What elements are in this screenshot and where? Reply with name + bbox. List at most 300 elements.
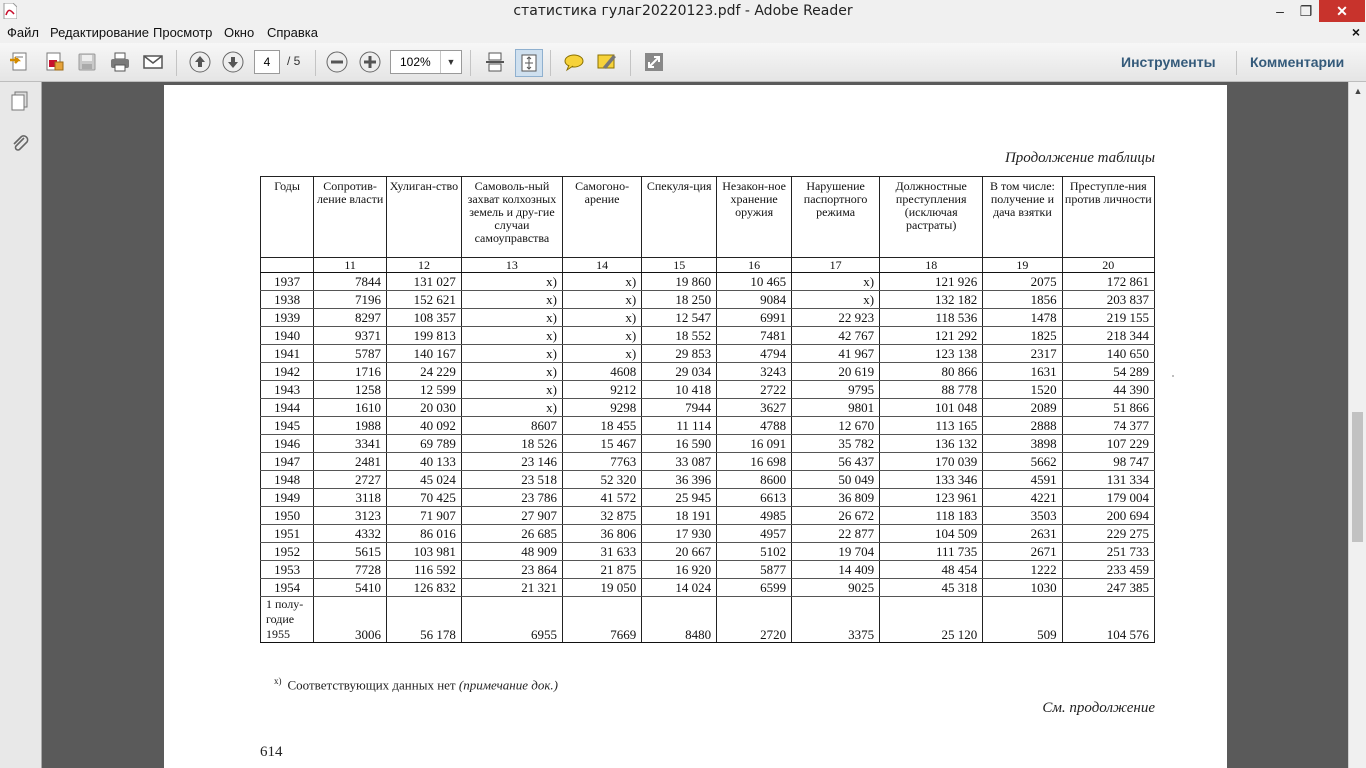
value-cell: 1222 xyxy=(983,561,1062,579)
value-cell: 107 229 xyxy=(1062,435,1154,453)
value-cell: 4332 xyxy=(314,525,387,543)
value-cell: 56 437 xyxy=(792,453,880,471)
table-row xyxy=(261,453,1155,471)
table-row xyxy=(261,507,1155,525)
value-cell: 4957 xyxy=(717,525,792,543)
table-row xyxy=(261,309,1155,327)
window-title: статистика гулаг20220123.pdf - Adobe Reader xyxy=(513,3,853,19)
year-cell: 1938 xyxy=(261,291,314,309)
header-moonshine: Самогоно-арение xyxy=(562,177,641,258)
menu-window[interactable]: Окно xyxy=(224,25,255,40)
value-cell: 251 733 xyxy=(1062,543,1154,561)
value-cell: 70 425 xyxy=(386,489,461,507)
chevron-down-icon[interactable]: ▼ xyxy=(440,51,461,73)
value-cell: 104 576 xyxy=(1062,597,1154,643)
value-cell: 45 318 xyxy=(880,579,983,597)
value-cell: 3627 xyxy=(717,399,792,417)
value-cell: 18 552 xyxy=(642,327,717,345)
header-speculation: Спекуля-ция xyxy=(642,177,717,258)
continuation-label: Продолжение таблицы xyxy=(1004,150,1155,166)
value-cell: х) xyxy=(461,309,562,327)
value-cell: 32 875 xyxy=(562,507,641,525)
minimize-button[interactable]: ‒ xyxy=(1276,3,1284,19)
value-cell: 126 832 xyxy=(386,579,461,597)
value-cell: 12 599 xyxy=(386,381,461,399)
value-cell: 41 572 xyxy=(562,489,641,507)
value-cell: 88 778 xyxy=(880,381,983,399)
value-cell: 4788 xyxy=(717,417,792,435)
value-cell: 4591 xyxy=(983,471,1062,489)
table-row xyxy=(261,597,1155,643)
value-cell: 152 621 xyxy=(386,291,461,309)
year-cell: 1952 xyxy=(261,543,314,561)
value-cell: 40 133 xyxy=(386,453,461,471)
value-cell: 11 114 xyxy=(642,417,717,435)
value-cell: 9371 xyxy=(314,327,387,345)
navigation-panel xyxy=(0,82,42,768)
zoom-out-icon[interactable] xyxy=(324,49,350,75)
table-row xyxy=(261,579,1155,597)
value-cell: 233 459 xyxy=(1062,561,1154,579)
toolbar-separator xyxy=(176,50,177,76)
header-bribery: В том числе: получение и дача взятки xyxy=(983,177,1062,258)
header-illegal-weapons: Незакон-ное хранение оружия xyxy=(717,177,792,258)
year-cell: 1941 xyxy=(261,345,314,363)
value-cell: 18 455 xyxy=(562,417,641,435)
value-cell: 41 967 xyxy=(792,345,880,363)
value-cell: х) xyxy=(461,363,562,381)
value-cell: 16 920 xyxy=(642,561,717,579)
statistics-table xyxy=(260,176,1155,643)
value-cell: 50 049 xyxy=(792,471,880,489)
value-cell: 6599 xyxy=(717,579,792,597)
value-cell: 1825 xyxy=(983,327,1062,345)
vertical-scrollbar[interactable] xyxy=(1348,82,1366,768)
toolbar-separator xyxy=(470,50,471,76)
page-number-input[interactable]: 4 xyxy=(254,50,280,74)
value-cell: 140 650 xyxy=(1062,345,1154,363)
year-cell: 1942 xyxy=(261,363,314,381)
scroll-up-icon[interactable]: ▲ xyxy=(1353,85,1363,96)
full-screen-icon[interactable] xyxy=(641,49,667,75)
table-row xyxy=(261,489,1155,507)
value-cell: 118 536 xyxy=(880,309,983,327)
value-cell: 103 981 xyxy=(386,543,461,561)
value-cell: 1520 xyxy=(983,381,1062,399)
value-cell: 3375 xyxy=(792,597,880,643)
value-cell: 9025 xyxy=(792,579,880,597)
scrollbar-thumb[interactable] xyxy=(1352,412,1363,542)
value-cell: 18 250 xyxy=(642,291,717,309)
value-cell: 172 861 xyxy=(1062,273,1154,291)
column-number: 17 xyxy=(792,258,880,273)
create-pdf-icon[interactable] xyxy=(7,49,33,75)
value-cell: 69 789 xyxy=(386,435,461,453)
value-cell: 40 092 xyxy=(386,417,461,435)
year-cell: 1954 xyxy=(261,579,314,597)
year-cell: 1947 xyxy=(261,453,314,471)
email-icon[interactable] xyxy=(140,49,166,75)
table-row xyxy=(261,399,1155,417)
value-cell: х) xyxy=(461,273,562,291)
header-land-seizure: Самоволь-ный захват колхозных земель и дру-гие случаи самоуправства xyxy=(461,177,562,258)
value-cell: 10 465 xyxy=(717,273,792,291)
value-cell: 8607 xyxy=(461,417,562,435)
value-cell: 229 275 xyxy=(1062,525,1154,543)
value-cell: 51 866 xyxy=(1062,399,1154,417)
value-cell: 2720 xyxy=(717,597,792,643)
value-cell: 18 526 xyxy=(461,435,562,453)
value-cell: х) xyxy=(562,327,641,345)
value-cell: 1716 xyxy=(314,363,387,381)
pdf-page xyxy=(164,85,1227,768)
value-cell: 16 590 xyxy=(642,435,717,453)
value-cell: 52 320 xyxy=(562,471,641,489)
header-hooliganism: Хулиган-ство xyxy=(386,177,461,258)
year-cell: 1949 xyxy=(261,489,314,507)
header-resistance: Сопротив-ление власти xyxy=(314,177,387,258)
value-cell: 12 547 xyxy=(642,309,717,327)
value-cell: 5102 xyxy=(717,543,792,561)
save-icon[interactable] xyxy=(74,49,100,75)
year-cell: 1939 xyxy=(261,309,314,327)
table-row xyxy=(261,327,1155,345)
value-cell: х) xyxy=(461,291,562,309)
value-cell: 5662 xyxy=(983,453,1062,471)
value-cell: 7763 xyxy=(562,453,641,471)
value-cell: 7728 xyxy=(314,561,387,579)
year-cell: 1943 xyxy=(261,381,314,399)
restore-button[interactable]: ❐ xyxy=(1299,2,1313,19)
value-cell: 2727 xyxy=(314,471,387,489)
value-cell: 80 866 xyxy=(880,363,983,381)
page-count: / 5 xyxy=(287,54,301,68)
year-cell: 1953 xyxy=(261,561,314,579)
year-cell: 1946 xyxy=(261,435,314,453)
scroll-mode-icon[interactable] xyxy=(482,49,508,75)
comments-pane-button[interactable]: Комментарии xyxy=(1250,54,1345,70)
value-cell: 6613 xyxy=(717,489,792,507)
value-cell: 26 685 xyxy=(461,525,562,543)
column-numbers-row xyxy=(261,258,1155,273)
column-number: 15 xyxy=(642,258,717,273)
value-cell: 1631 xyxy=(983,363,1062,381)
value-cell: 9298 xyxy=(562,399,641,417)
value-cell: 3118 xyxy=(314,489,387,507)
value-cell: 15 467 xyxy=(562,435,641,453)
value-cell: 133 346 xyxy=(880,471,983,489)
close-document-button[interactable]: × xyxy=(1351,24,1360,40)
column-number: 11 xyxy=(314,258,387,273)
value-cell: 179 004 xyxy=(1062,489,1154,507)
value-cell: 203 837 xyxy=(1062,291,1154,309)
value-cell: 29 853 xyxy=(642,345,717,363)
value-cell: 23 864 xyxy=(461,561,562,579)
value-cell: 3341 xyxy=(314,435,387,453)
menu-help[interactable]: Справка xyxy=(267,25,318,40)
value-cell: 25 120 xyxy=(880,597,983,643)
value-cell: 25 945 xyxy=(642,489,717,507)
value-cell: 16 091 xyxy=(717,435,792,453)
value-cell: 4221 xyxy=(983,489,1062,507)
value-cell: 42 767 xyxy=(792,327,880,345)
value-cell: 104 509 xyxy=(880,525,983,543)
header-years: Годы xyxy=(261,177,314,258)
value-cell: 3243 xyxy=(717,363,792,381)
value-cell: 36 806 xyxy=(562,525,641,543)
year-cell: 1950 xyxy=(261,507,314,525)
value-cell: 2671 xyxy=(983,543,1062,561)
value-cell: 3898 xyxy=(983,435,1062,453)
column-number xyxy=(261,258,314,273)
value-cell: 4794 xyxy=(717,345,792,363)
value-cell: 21 875 xyxy=(562,561,641,579)
header-crimes-against-person: Преступле-ния против личности xyxy=(1062,177,1154,258)
value-cell: 48 909 xyxy=(461,543,562,561)
value-cell: 1610 xyxy=(314,399,387,417)
value-cell: 44 390 xyxy=(1062,381,1154,399)
value-cell: 21 321 xyxy=(461,579,562,597)
value-cell: 9084 xyxy=(717,291,792,309)
value-cell: 22 877 xyxy=(792,525,880,543)
value-cell: 136 132 xyxy=(880,435,983,453)
value-cell: х) xyxy=(562,291,641,309)
value-cell: 26 672 xyxy=(792,507,880,525)
value-cell: 123 138 xyxy=(880,345,983,363)
table-row xyxy=(261,381,1155,399)
year-cell: 1945 xyxy=(261,417,314,435)
page-down-icon[interactable] xyxy=(220,49,246,75)
value-cell: 23 146 xyxy=(461,453,562,471)
value-cell: 5877 xyxy=(717,561,792,579)
value-cell: 101 048 xyxy=(880,399,983,417)
value-cell: 19 860 xyxy=(642,273,717,291)
value-cell: х) xyxy=(461,399,562,417)
print-icon[interactable] xyxy=(107,49,133,75)
value-cell: 5787 xyxy=(314,345,387,363)
value-cell: 116 592 xyxy=(386,561,461,579)
table-row xyxy=(261,525,1155,543)
value-cell: х) xyxy=(461,327,562,345)
value-cell: 1856 xyxy=(983,291,1062,309)
value-cell: 23 786 xyxy=(461,489,562,507)
toolbar-separator xyxy=(630,50,631,76)
comment-icon[interactable] xyxy=(561,49,587,75)
footnote xyxy=(274,676,558,693)
value-cell: 140 167 xyxy=(386,345,461,363)
value-cell: 20 667 xyxy=(642,543,717,561)
value-cell: 121 926 xyxy=(880,273,983,291)
value-cell: 35 782 xyxy=(792,435,880,453)
value-cell: 74 377 xyxy=(1062,417,1154,435)
value-cell: 170 039 xyxy=(880,453,983,471)
value-cell: х) xyxy=(792,273,880,291)
page-up-icon[interactable] xyxy=(187,49,213,75)
value-cell: 56 178 xyxy=(386,597,461,643)
attachments-icon[interactable] xyxy=(9,132,31,154)
year-cell: 1940 xyxy=(261,327,314,345)
toolbar-separator xyxy=(1236,51,1237,75)
value-cell: х) xyxy=(562,345,641,363)
value-cell: 16 698 xyxy=(717,453,792,471)
value-cell: х) xyxy=(461,345,562,363)
value-cell: 200 694 xyxy=(1062,507,1154,525)
year-cell: 1948 xyxy=(261,471,314,489)
value-cell: 7669 xyxy=(562,597,641,643)
column-number: 13 xyxy=(461,258,562,273)
table-row xyxy=(261,363,1155,381)
value-cell: 31 633 xyxy=(562,543,641,561)
value-cell: 7844 xyxy=(314,273,387,291)
value-cell: 1030 xyxy=(983,579,1062,597)
value-cell: 131 334 xyxy=(1062,471,1154,489)
see-continuation-label: См. продолжение xyxy=(1042,700,1155,716)
table-row xyxy=(261,435,1155,453)
pages-icon[interactable] xyxy=(9,90,31,112)
header-official-crimes: Должностные преступления (исключая растраты) xyxy=(880,177,983,258)
value-cell: 23 518 xyxy=(461,471,562,489)
value-cell: 36 396 xyxy=(642,471,717,489)
value-cell: 219 155 xyxy=(1062,309,1154,327)
value-cell: 5410 xyxy=(314,579,387,597)
value-cell: 8480 xyxy=(642,597,717,643)
value-cell: х) xyxy=(461,381,562,399)
value-cell: 48 454 xyxy=(880,561,983,579)
value-cell: 3006 xyxy=(314,597,387,643)
toolbar-separator xyxy=(315,50,316,76)
value-cell: 118 183 xyxy=(880,507,983,525)
zoom-select[interactable] xyxy=(390,50,462,74)
year-cell: 1951 xyxy=(261,525,314,543)
value-cell: 24 229 xyxy=(386,363,461,381)
fit-page-icon[interactable] xyxy=(515,49,543,77)
value-cell: 20 030 xyxy=(386,399,461,417)
value-cell: 1478 xyxy=(983,309,1062,327)
column-number: 12 xyxy=(386,258,461,273)
value-cell: 3123 xyxy=(314,507,387,525)
toolbar xyxy=(0,43,1366,82)
value-cell: 10 418 xyxy=(642,381,717,399)
value-cell: 54 289 xyxy=(1062,363,1154,381)
table-row xyxy=(261,561,1155,579)
menu-view[interactable]: Просмотр xyxy=(153,25,213,40)
value-cell: 2631 xyxy=(983,525,1062,543)
value-cell: 9795 xyxy=(792,381,880,399)
value-cell: 121 292 xyxy=(880,327,983,345)
table-row xyxy=(261,417,1155,435)
value-cell: 33 087 xyxy=(642,453,717,471)
value-cell: 12 670 xyxy=(792,417,880,435)
footnote-text: Соответствующих данных нет xyxy=(287,677,456,693)
column-number: 20 xyxy=(1062,258,1154,273)
value-cell: 6955 xyxy=(461,597,562,643)
value-cell: 19 050 xyxy=(562,579,641,597)
value-cell: 22 923 xyxy=(792,309,880,327)
value-cell: х) xyxy=(792,291,880,309)
value-cell: 20 619 xyxy=(792,363,880,381)
value-cell: 8297 xyxy=(314,309,387,327)
value-cell: 98 747 xyxy=(1062,453,1154,471)
value-cell: 199 813 xyxy=(386,327,461,345)
value-cell: 7196 xyxy=(314,291,387,309)
value-cell: 218 344 xyxy=(1062,327,1154,345)
value-cell: х) xyxy=(562,309,641,327)
title-bar xyxy=(0,0,1366,23)
footnote-note: (примечание док.) xyxy=(458,677,559,693)
value-cell: 2888 xyxy=(983,417,1062,435)
combine-icon[interactable] xyxy=(41,49,67,75)
value-cell: 45 024 xyxy=(386,471,461,489)
tools-pane-button[interactable]: Инструменты xyxy=(1121,54,1216,70)
value-cell: 86 016 xyxy=(386,525,461,543)
value-cell: 2075 xyxy=(983,273,1062,291)
year-cell: 1937 xyxy=(261,273,314,291)
value-cell: 509 xyxy=(983,597,1062,643)
footnote-mark: х) xyxy=(274,676,282,686)
page-number: 614 xyxy=(260,744,283,760)
value-cell: 9801 xyxy=(792,399,880,417)
value-cell: 17 930 xyxy=(642,525,717,543)
value-cell: х) xyxy=(562,273,641,291)
value-cell: 4985 xyxy=(717,507,792,525)
menu-bar xyxy=(0,22,1366,43)
value-cell: 131 027 xyxy=(386,273,461,291)
value-cell: 2722 xyxy=(717,381,792,399)
toolbar-separator xyxy=(550,50,551,76)
column-number: 18 xyxy=(880,258,983,273)
value-cell: 132 182 xyxy=(880,291,983,309)
value-cell: 18 191 xyxy=(642,507,717,525)
value-cell: 7481 xyxy=(717,327,792,345)
value-cell: 247 385 xyxy=(1062,579,1154,597)
menu-file[interactable]: Файл xyxy=(7,25,39,40)
zoom-value: 102% xyxy=(400,55,431,69)
column-number: 19 xyxy=(983,258,1062,273)
value-cell: 14 024 xyxy=(642,579,717,597)
value-cell: 108 357 xyxy=(386,309,461,327)
value-cell: 113 165 xyxy=(880,417,983,435)
value-cell: 7944 xyxy=(642,399,717,417)
value-cell: 123 961 xyxy=(880,489,983,507)
value-cell: 36 809 xyxy=(792,489,880,507)
close-window-button[interactable]: ✕ xyxy=(1319,0,1365,22)
year-cell: 1 полу-годие 1955 xyxy=(261,597,314,643)
menu-edit[interactable]: Редактирование xyxy=(50,25,150,40)
value-cell: 3503 xyxy=(983,507,1062,525)
value-cell: 29 034 xyxy=(642,363,717,381)
value-cell: 71 907 xyxy=(386,507,461,525)
table-row xyxy=(261,543,1155,561)
table-row xyxy=(261,471,1155,489)
value-cell: 6991 xyxy=(717,309,792,327)
value-cell: 8600 xyxy=(717,471,792,489)
value-cell: 2481 xyxy=(314,453,387,471)
value-cell: 19 704 xyxy=(792,543,880,561)
value-cell: 2317 xyxy=(983,345,1062,363)
highlight-icon[interactable] xyxy=(594,49,620,75)
zoom-in-icon[interactable] xyxy=(357,49,383,75)
table-row xyxy=(261,345,1155,363)
value-cell: 14 409 xyxy=(792,561,880,579)
value-cell: 27 907 xyxy=(461,507,562,525)
value-cell: 1258 xyxy=(314,381,387,399)
value-cell: 5615 xyxy=(314,543,387,561)
table-body xyxy=(261,258,1155,643)
column-number: 14 xyxy=(562,258,641,273)
year-cell: 1944 xyxy=(261,399,314,417)
column-number: 16 xyxy=(717,258,792,273)
value-cell: 1988 xyxy=(314,417,387,435)
